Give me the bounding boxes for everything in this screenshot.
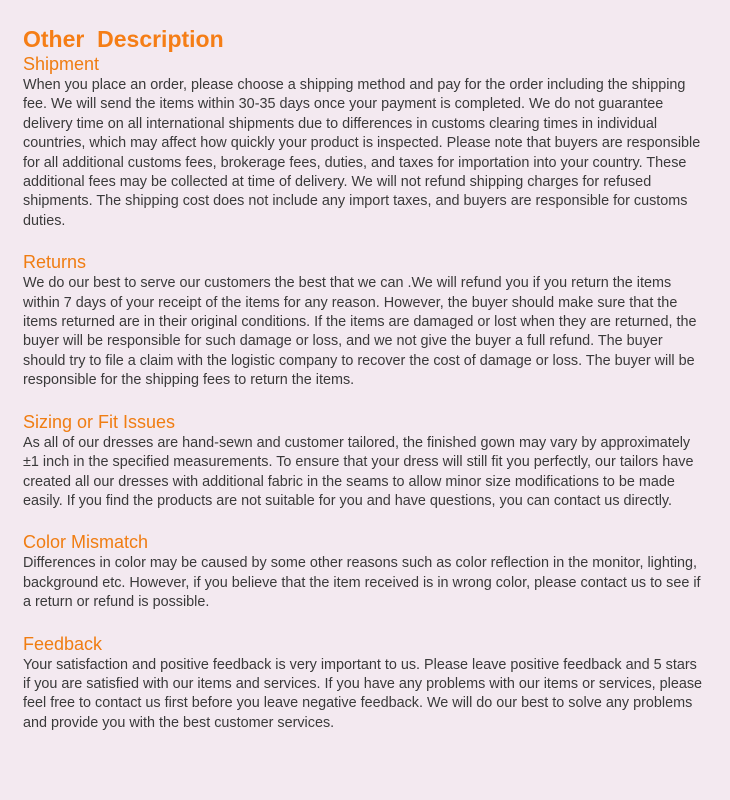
feedback-section — [23, 633, 710, 734]
sizing-section — [23, 411, 710, 512]
color-mismatch-section — [23, 531, 710, 612]
page-title: Other Description — [23, 26, 224, 52]
sizing-text: As all of our dresses are hand-sewn and customer tailored, the finished gown may vary by approximately ±1 inch in the specified measurements. To ensure that your dress will still fit you perfectly, our tailors have created all our dresses with additional fabric in the seams to allow minor size modifications to be made easily. If you find the products are not suitable for you and have questions, you can contact us directly. — [23, 434, 694, 509]
sizing-heading: Sizing or Fit Issues — [23, 411, 176, 432]
shipment-text: When you place an order, please choose a shipping method and pay for the order including the shipping fee. We will send the items within 30-35 days once your payment is completed. We do not guarantee delivery time on all international shipments due to differences in customs clearing times in individual countries, which may affect how quickly your product is inspected. Please note that buyers are responsible for all additional customs fees, brokerage fees, duties, and taxes for importation into your country. These additional fees may be collected at time of delivery. We will not refund shipping charges for refused shipments. The shipping cost does not include any import taxes, and buyers are responsible for customs duties. — [23, 77, 701, 229]
section-spacer — [23, 613, 710, 633]
feedback-text: Your satisfaction and positive feedback is very important to us. Please leave positive feedback and 5 stars if you are satisfied with our items and services. If you have any problems with our items or services, please feel free to contact us first before you leave negative feedback. We will do our best to solve any problems and provide you with the best customer services. — [23, 656, 703, 731]
shipment-heading: Shipment — [23, 54, 100, 74]
color-mismatch-heading: Color Mismatch — [23, 532, 149, 553]
feedback-heading: Feedback — [23, 633, 103, 654]
color-mismatch-text: Differences in color may be caused by some other reasons such as color reflection in the monitor, lighting, background etc. However, if you believe that the item received is in wrong color, please contact us to see if a return or refund is possible. — [23, 555, 701, 611]
returns-heading: Returns — [23, 252, 87, 273]
section-spacer — [23, 391, 710, 411]
section-spacer — [23, 231, 710, 251]
section-spacer — [23, 511, 710, 531]
returns-text: We do our best to serve our customers the best that we can .We will refund you if you return the items within 7 days of your receipt of the items for any reason. However, the buyer should make sure that the items returned are in their original conditions. If the items are damaged or lost when they are returned, the buyer will be responsible for such damage or loss, and we not give the buyer a full refund. The buyer should try to file a claim with the logistic company to recover the cost of damage or loss. The buyer will be responsible for the shipping fees to return the items. — [23, 275, 697, 389]
returns-section — [23, 251, 710, 390]
shipment-section — [23, 53, 710, 231]
